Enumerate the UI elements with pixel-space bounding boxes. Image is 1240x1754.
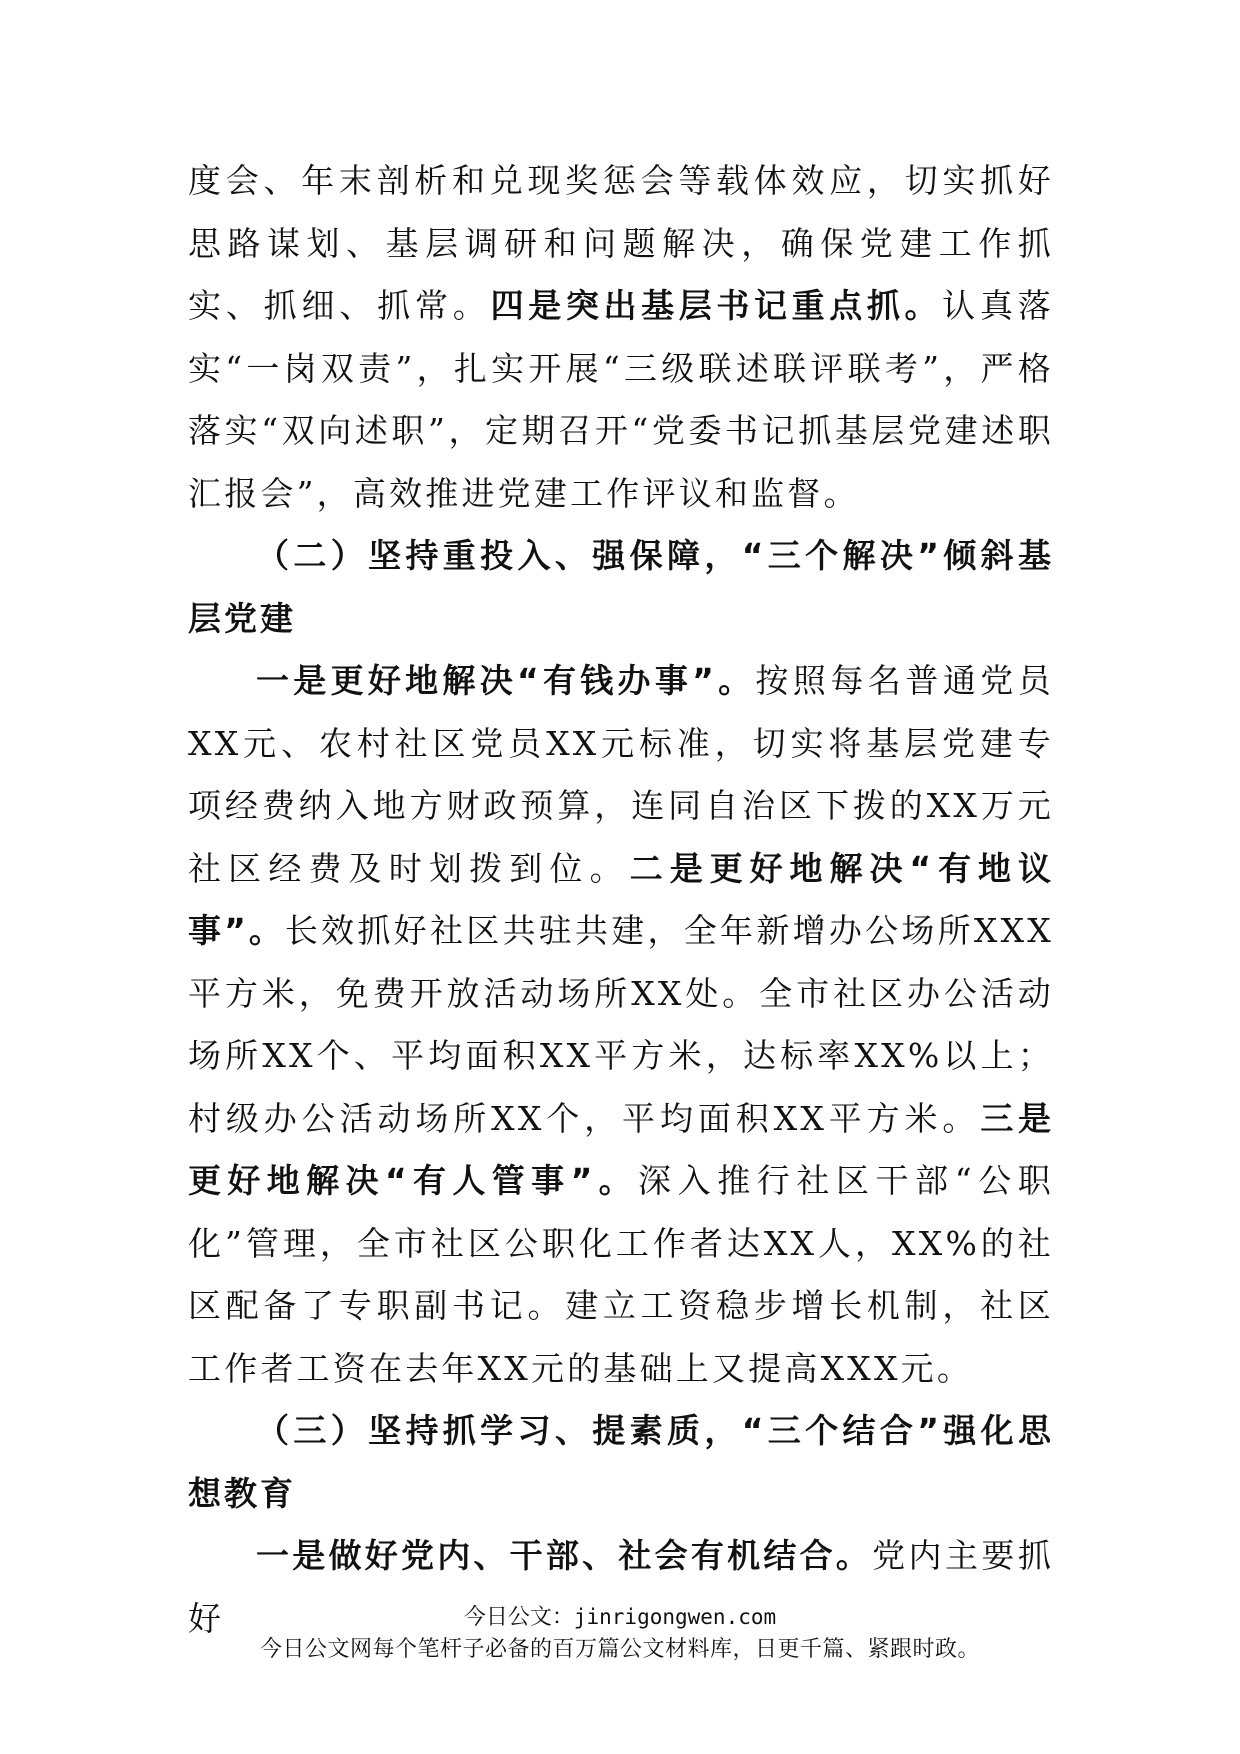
document-body [188,150,1054,1650]
footer-site-url[interactable]: jinrigongwen.com [573,1605,777,1629]
bold-lead-sentence: 一是做好党内、干部、社会有机结合。 [256,1536,873,1575]
paragraph-1 [188,150,1054,525]
paragraph-text: 长效抓好社区共驻共建，全年新增办公场所XXX平方米，免费开放活动场所XX处。全市社区办公活动场所XX个、平均面积XX平方米，达标率XX%以上；村级办公活动场所XX个，平均面积XX平方米。 [188,911,1054,1138]
paragraph-text: 党内主要抓好 [188,1536,1055,1638]
paragraph-2 [188,650,1054,1400]
section-heading-2: （二）坚持重投入、强保障，“三个解决”倾斜基层党建 [188,536,1054,638]
footer-site-line [0,1600,1240,1631]
paragraph-text: 按照每名普通党员XX元、农村社区党员XX元标准，切实将基层党建专项经费纳入地方财政预算，连同自治区下拨的XX万元社区经费及时划拨到位。 [188,661,1054,888]
section-heading-3: （三）坚持抓学习、提素质，“三个结合”强化思想教育 [188,1411,1054,1513]
footer-site-label: 今日公文： [463,1605,574,1630]
bold-lead-sentence: 三是更好地解决“有人管事”。 [188,1098,1055,1200]
bold-lead-sentence: 四是突出基层书记重点抓。 [490,286,943,325]
paragraph-text: 深入推行社区干部“公职化”管理，全市社区公职化工作者达XX人，XX%的社区配备了专职副书记。建立工资稳步增长机制，社区工作者工资在去年XX元的基础上又提高XXX元。 [188,1161,1054,1388]
footer-slogan: 今日公文网每个笔杆子必备的百万篇公文材料库，日更千篇、紧跟时政。 [259,1637,980,1662]
bold-lead-sentence: 二是更好地解决“有地议事”。 [188,848,1054,950]
paragraph-text: 度会、年末剖析和兑现奖惩会等载体效应，切实抓好思路谋划、基层调研和问题解决，确保党建工作抓实、抓细、抓常。 [188,161,1054,325]
paragraph-text: 认真落实“一岗双责”，扎实开展“三级联述联评联考”，严格落实“双向述职”，定期召开“党委书记抓基层党建述职汇报会”，高效推进党建工作评议和监督。 [188,286,1055,513]
bold-lead-sentence: 一是更好地解决“有钱办事”。 [256,661,756,700]
